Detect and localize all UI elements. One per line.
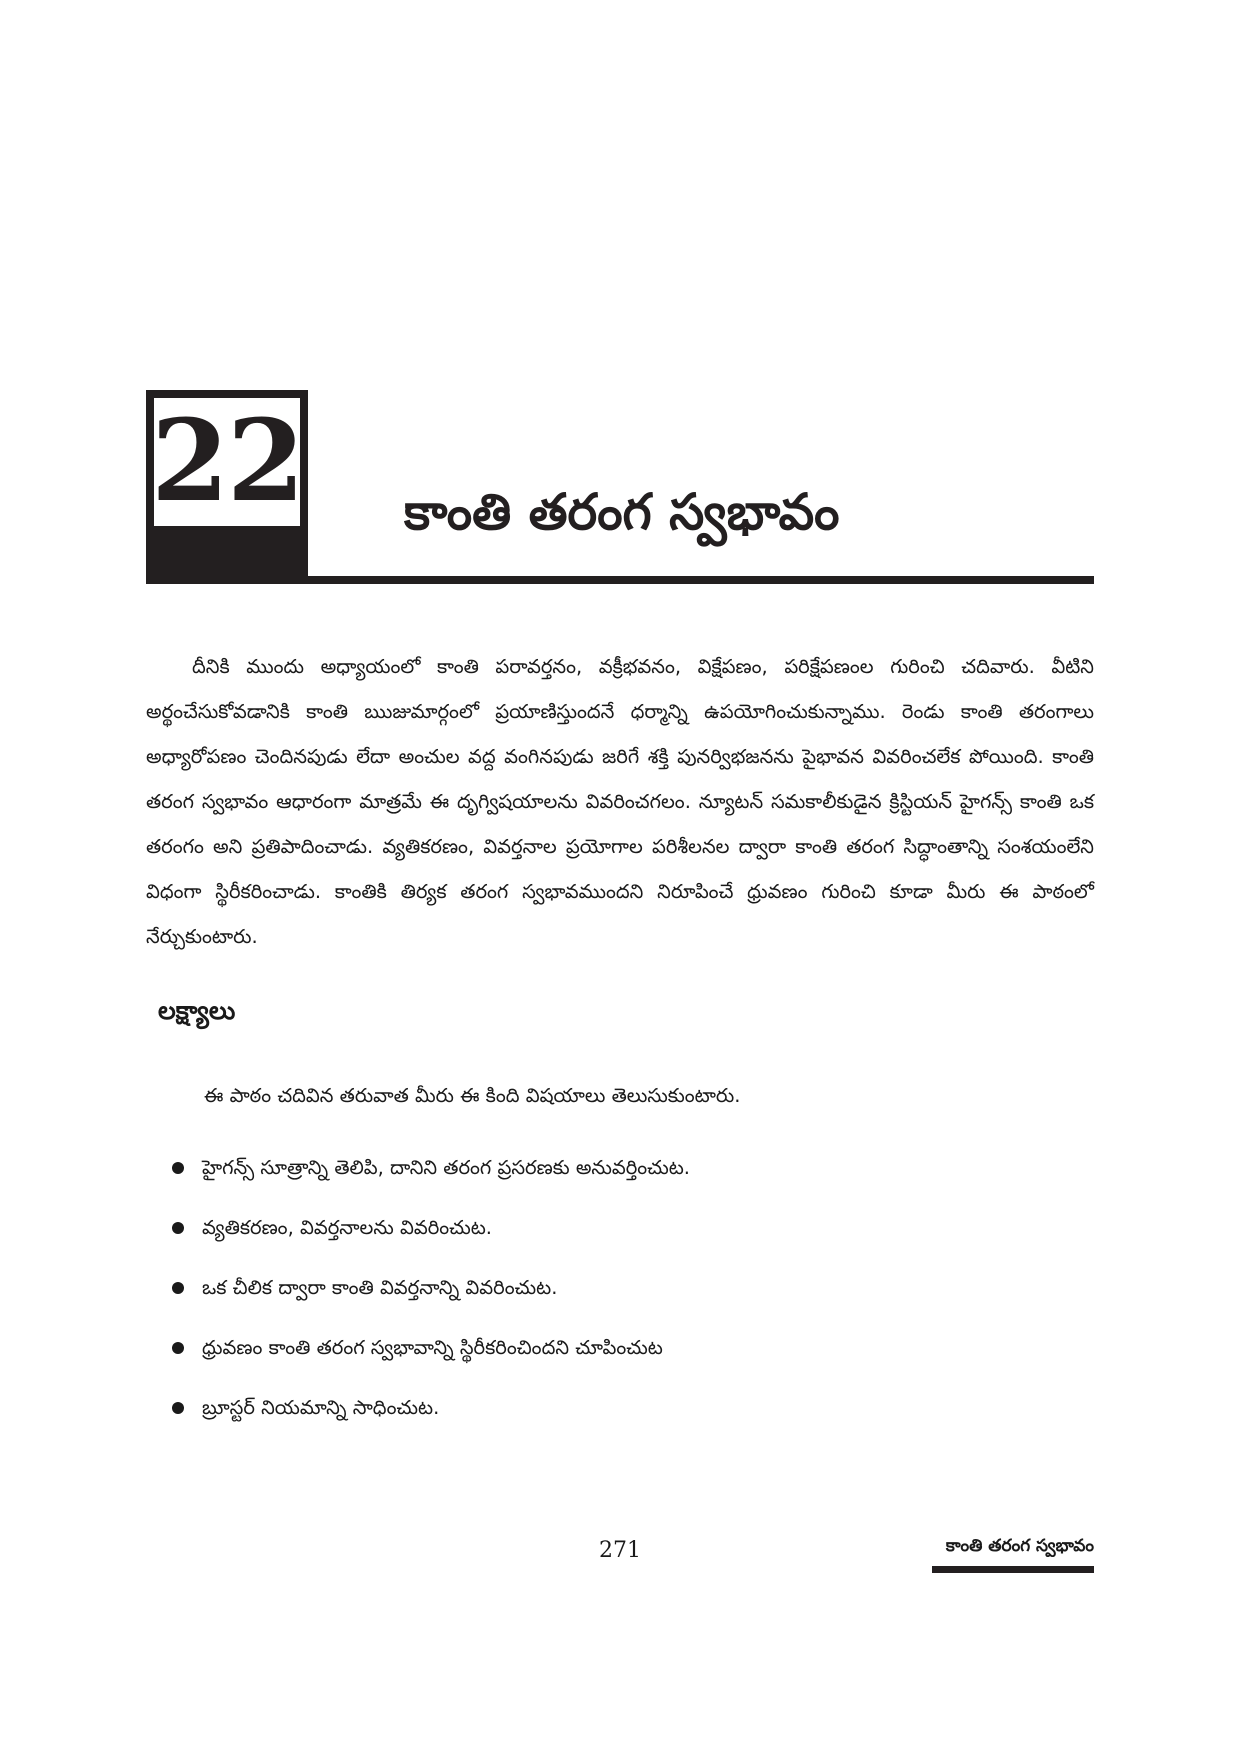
objective-item [172, 1198, 1072, 1258]
page-number: 271 [599, 1538, 641, 1563]
bullet-icon [172, 1282, 184, 1294]
objective-item [172, 1258, 1072, 1318]
chapter-number: 22 [151, 396, 303, 527]
objectives-list [172, 1138, 1072, 1438]
objective-text: వ్యతికరణం, వివర్తనాలను వివరించుట. [202, 1216, 492, 1240]
intro-paragraph: దీనికి ముందు అధ్యాయంలో కాంతి పరావర్తనం, వక్రీభవనం, విక్షేపణం, పరిక్షేపణంల గురించి చదివారు. వీటిని అర్థంచేసుకోవడానికి కాంతి ఋజుమార్గంలో ప్రయాణిస్తుందనే ధర్మాన్ని ఉపయోగించుకున్నాము. రెండు కాంతి తరంగాలు అధ్యారోపణం చెందినపుడు లేదా అంచుల వద్ద వంగినపుడు జరిగే శక్తి పునర్విభజనను పైభావన వివరించలేక పోయింది. కాంతి తరంగ స్వభావం ఆధారంగా మాత్రమే ఈ దృగ్విషయాలను వివరించగలం. న్యూటన్ సమకాలీకుడైన క్రిస్టియన్ హైగన్స్ కాంతి ఒక తరంగం అని ప్రతిపాదించాడు. వ్యతికరణం, వివర్తనాల ప్రయోగాల పరిశీలనల ద్వారా కాంతి తరంగ సిద్ధాంతాన్ని సంశయంలేని విధంగా స్థిరీకరించాడు. కాంతికి తిర్యక తరంగ స్వభావముందని నిరూపించే ధ్రువణం గురించి కూడా మీరు ఈ పాఠంలో నేర్చుకుంటారు. [146, 655, 1094, 948]
bullet-icon [172, 1342, 184, 1354]
running-title-rule [932, 1566, 1094, 1573]
chapter-number-box [146, 390, 308, 584]
objectives-intro: ఈ పాఠం చదివిన తరువాత మీరు ఈ కింది విషయాలు తెలుసుకుంటారు. [204, 1084, 741, 1107]
objective-text: బ్రూస్టర్ నియమాన్ని సాధించుట. [202, 1396, 440, 1420]
bullet-icon [172, 1222, 184, 1234]
chapter-number-panel [151, 396, 303, 527]
bullet-icon [172, 1162, 184, 1174]
bullet-icon [172, 1402, 184, 1414]
objective-item [172, 1138, 1072, 1198]
objective-item [172, 1378, 1072, 1438]
objectives-heading: లక్ష్యాలు [158, 996, 236, 1025]
running-title: కాంతి తరంగ స్వభావం [945, 1536, 1094, 1556]
chapter-header-rule [146, 576, 1094, 584]
objective-text: హైగన్స్ సూత్రాన్ని తెలిపి, దానిని తరంగ ప్రసరణకు అనువర్తించుట. [202, 1156, 691, 1180]
objective-text: ఒక చీలిక ద్వారా కాంతి వివర్తనాన్ని వివరించుట. [202, 1276, 558, 1300]
chapter-title: కాంతి తరంగ స్వభావం [404, 483, 840, 541]
objective-text: ధ్రువణం కాంతి తరంగ స్వభావాన్ని స్థిరీకరించిందని చూపించుట [202, 1336, 663, 1360]
objective-item [172, 1318, 1072, 1378]
